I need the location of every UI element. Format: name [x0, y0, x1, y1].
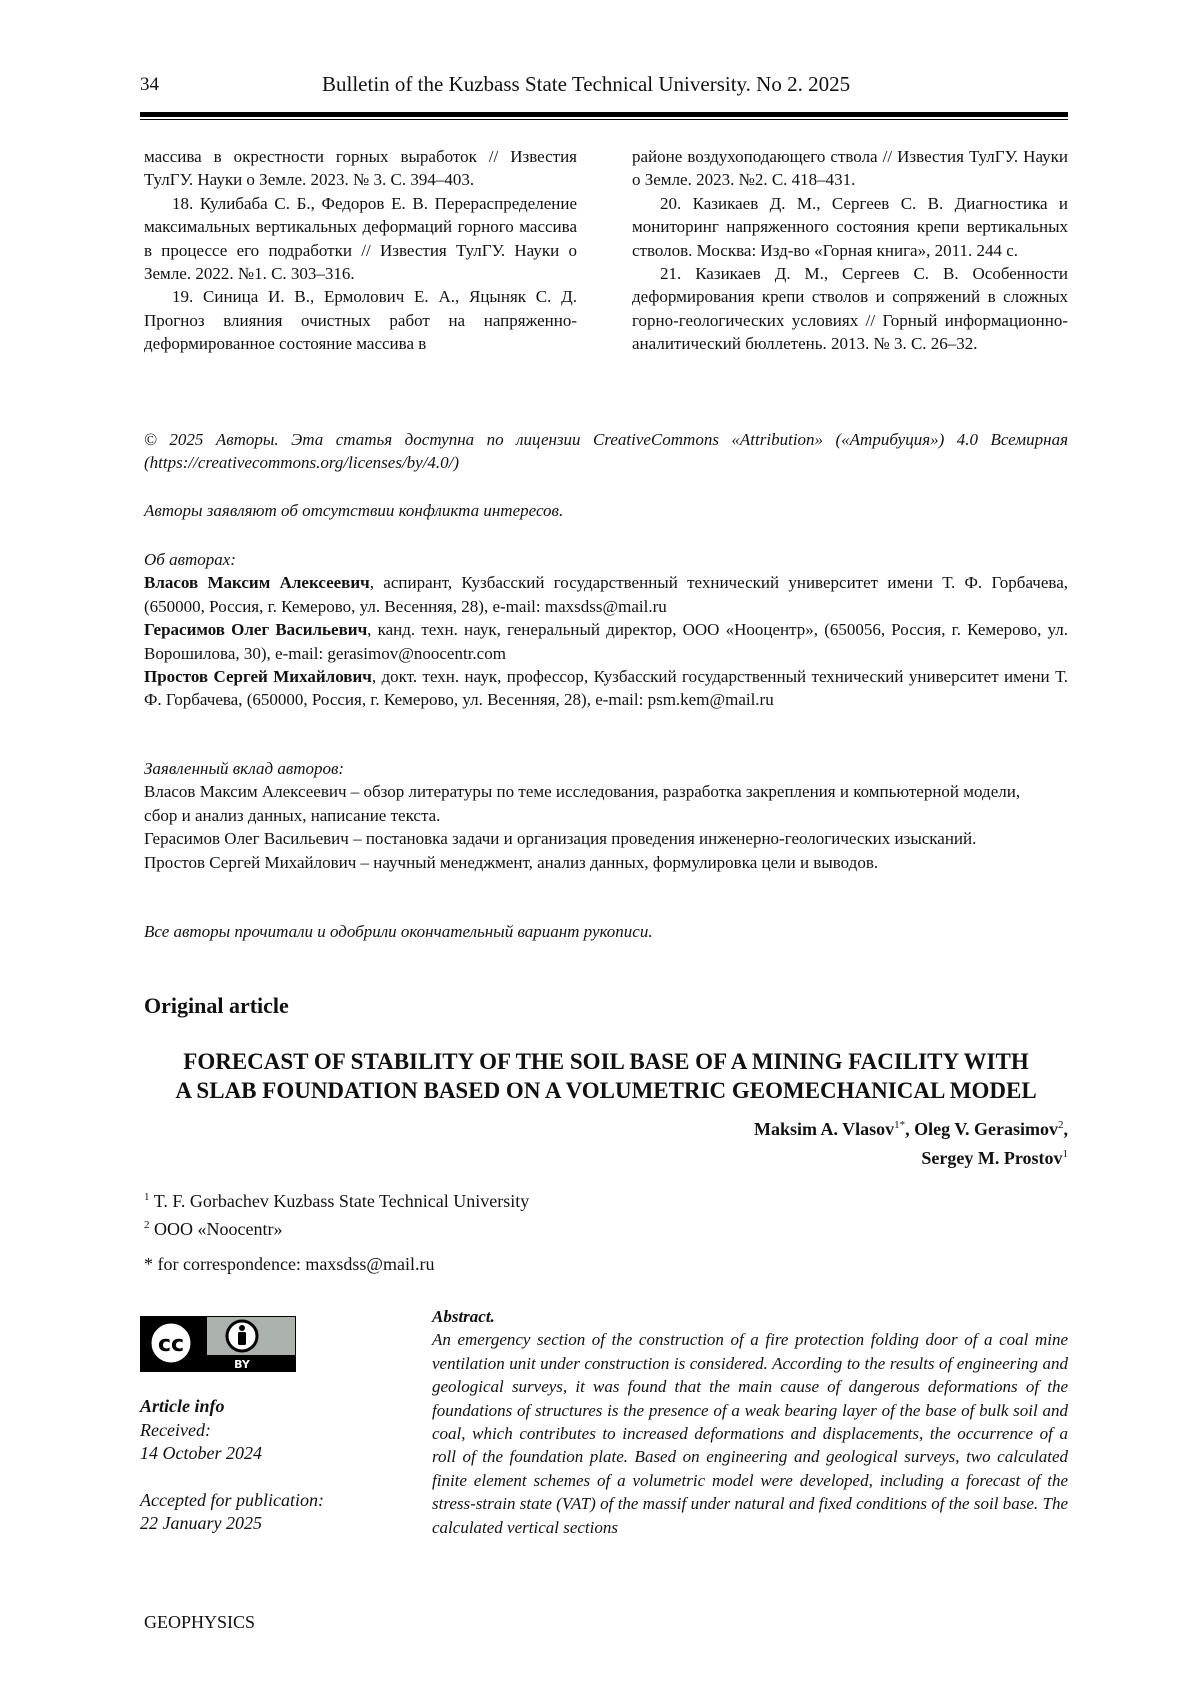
accepted-label: Accepted for publication: [140, 1489, 324, 1510]
author-bio-name: Герасимов Олег Васильевич [144, 620, 368, 640]
references-right-column [632, 145, 1068, 356]
affiliations [144, 1185, 529, 1241]
author-list: Maksim A. Vlasov$^{1*}$, Oleg V. Gerasimov$^2$, Sergey M. Prostov$^1$ [753, 1119, 1068, 1168]
affiliation-mark: 2 [144, 1219, 150, 1231]
author-bio [144, 665, 1068, 712]
affiliation: T. F. Gorbachev Kuzbass State Technical University [153, 1191, 530, 1211]
author-bio [144, 571, 1068, 618]
reference-20: 20. Казикаев Д. М., Сергеев С. В. Диагностика и мониторинг напряженного состояния крепи вертикальных стволов. Москва: Изд-во «Горная книга», 2011. 244 с. [632, 193, 1068, 260]
cc-text: cc [157, 1332, 185, 1357]
section-footer: GEOPHYSICS [144, 1612, 256, 1632]
about-authors [144, 548, 1068, 712]
header-rule-thick [140, 112, 1068, 117]
by-text: BY [234, 1358, 250, 1371]
contribution-item: Герасимов Олег Васильевич – постановка задачи и организация проведения инженерно-геологических изысканий. [144, 829, 977, 849]
about-authors-heading: Об авторах: [144, 550, 236, 569]
reference-continuation: массива в окрестности горных выработок // Известия ТулГУ. Науки о Земле. 2023. № 3. С. 394–403. [144, 147, 577, 190]
page-number: 34 [140, 74, 159, 95]
abstract [432, 1305, 1068, 1539]
author-affiliation-mark: 1 [1062, 1148, 1068, 1160]
article-info [140, 1395, 324, 1536]
accepted-date: 22 January 2025 [140, 1513, 262, 1533]
author-bio [144, 618, 1068, 665]
author-name: Oleg V. Gerasimov [914, 1119, 1058, 1139]
conflict-statement: Авторы заявляют об отсутствии конфликта интересов. [144, 501, 564, 520]
author-contributions [144, 757, 1044, 874]
correspondence: * for correspondence: maxsdss@mail.ru [144, 1254, 435, 1274]
author-affiliation-mark: 2 [1058, 1119, 1064, 1131]
reference-18: 18. Кулибаба С. Б., Федоров Е. В. Перераспределение максимальных вертикальных деформаций горного массива в процессе его подработки // Известия ТулГУ. Науки о Земле. 2022. №1. С. 303–316. [144, 193, 577, 284]
abstract-text: An emergency section of the construction of a fire protection folding door of a coal mine ventilation unit under construction is considered. According to the results of engineering and geological surveys, it was found that the main cause of dangerous deformations of the foundations of structures is the presence of a weak bearing layer of the base of bulk soil and coal, which contributes to increased deformations and displacements, the occurrence of a roll of the foundation plate. Based on engineering and geological surveys, two calculated finite element schemes of a volumetric model were developed, including a forecast of the stress-strain state (VAT) of the massif under natural and fixed conditions of the soil base. The calculated vertical sections [432, 1330, 1068, 1537]
article-info-heading: Article info [140, 1396, 225, 1416]
cc-by-license-icon [140, 1316, 296, 1372]
abstract-heading: Abstract. [432, 1307, 495, 1326]
article-title-line: FORECAST OF STABILITY OF THE SOIL BASE OF A MINING FACILITY WITH [183, 1049, 1029, 1074]
received-date: 14 October 2024 [140, 1443, 262, 1463]
author-bio-text: , аспирант, Кузбасский государственный технический университет имени Т. Ф. Горбачева, (650000, Россия, г. Кемерово, ул. Весенняя, 28), e-mail: maxsdss@mail.ru [144, 573, 1069, 616]
article-title [144, 1047, 1068, 1105]
author-bio-name: Простов Сергей Михайлович [144, 667, 372, 687]
contributions-heading: Заявленный вклад авторов: [144, 759, 345, 778]
approval-statement: Все авторы прочитали и одобрили окончательный вариант рукописи. [144, 922, 653, 941]
article-type: Original article [144, 993, 289, 1018]
author-affiliation-mark: 1* [894, 1119, 906, 1131]
reference-21: 21. Казикаев Д. М., Сергеев С. В. Особенности деформирования крепи стволов и сопряжений в сложных горно-геологических условиях // Горный информационно-аналитический бюллетень. 2013. № 3. С. 26–32. [632, 264, 1068, 354]
reference-continuation: районе воздухоподающего ствола // Известия ТулГУ. Науки о Земле. 2023. №2. С. 418–431. [632, 147, 1068, 190]
contribution-item: Простов Сергей Михайлович – научный менеджмент, анализ данных, формулировка цели и выводов. [144, 852, 879, 872]
journal-title: Bulletin of the Kuzbass State Technical University. No 2. 2025 [322, 72, 851, 96]
reference-19: 19. Синица И. В., Ермолович Е. А., Яцыняк С. Д. Прогноз влияния очистных работ на напряженно-деформированное состояние массива в [144, 287, 577, 354]
received-label: Received: [140, 1419, 211, 1440]
affiliation-mark: 1 [144, 1191, 150, 1203]
affiliation: OOO «Noocentr» [154, 1219, 283, 1239]
author-name: Sergey M. Prostov [921, 1148, 1063, 1168]
author-bio-name: Власов Максим Алексеевич [144, 573, 370, 593]
author-bio-text: , докт. техн. наук, профессор, Кузбасский государственный технический университет имени Т. Ф. Горбачева, (650000, Россия, г. Кемерово, ул. Весенняя, 28), e-mail: psm.kem@mail.ru [144, 667, 1069, 710]
author-name: Maksim A. Vlasov [753, 1119, 895, 1139]
references-left-column [144, 145, 577, 356]
contribution-item: Власов Максим Алексеевич – обзор литературы по теме исследования, разработка закрепления и компьютерной модели, сбор и анализ данных, написание текста. [144, 782, 1021, 825]
author-bio-text: , канд. техн. наук, генеральный директор, ООО «Нооцентр», (650056, Россия, г. Кемерово, ул. Ворошилова, 30), e-mail: gerasimov@noocentr.com [144, 620, 1068, 663]
license-statement: © 2025 Авторы. Эта статья доступна по лицензии CreativeCommons «Attribution» («Атрибуция») 4.0 Всемирная (https://creativecommons.org/licenses/by/4.0/) [144, 430, 1068, 473]
header-rule-thin [140, 119, 1068, 120]
article-title-line: A SLAB FOUNDATION BASED ON A VOLUMETRIC GEOMECHANICAL MODEL [175, 1078, 1037, 1103]
